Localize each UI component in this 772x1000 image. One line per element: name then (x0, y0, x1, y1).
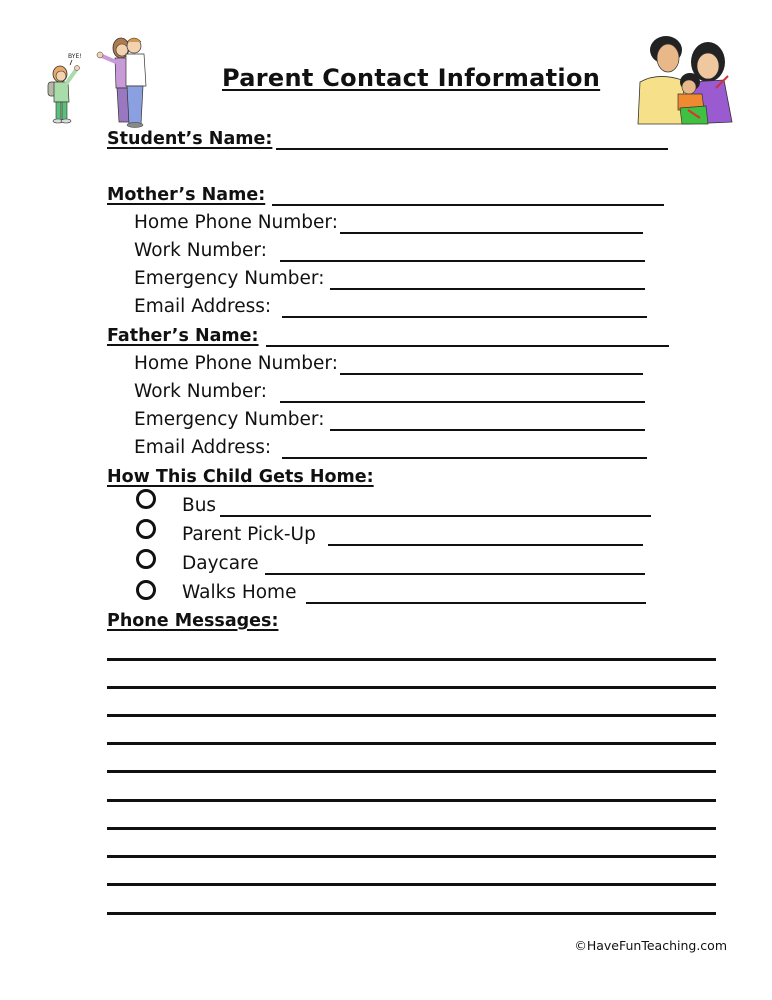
mother-home-phone-field[interactable] (340, 232, 643, 234)
clipart-parents-holding-child (628, 32, 738, 128)
message-line[interactable] (107, 686, 716, 689)
mother-name-label: Mother’s Name: (107, 185, 266, 205)
parent-pickup-radio[interactable] (136, 519, 156, 539)
bus-field[interactable] (220, 515, 651, 517)
page-title: Parent Contact Information (222, 64, 601, 92)
message-line[interactable] (107, 912, 716, 915)
father-email-label: Email Address: (134, 437, 272, 458)
message-line[interactable] (107, 770, 716, 773)
message-line[interactable] (107, 855, 716, 858)
father-work-number-field[interactable] (280, 401, 645, 403)
mother-email-field[interactable] (282, 316, 647, 318)
walks-home-field[interactable] (306, 602, 646, 604)
message-line[interactable] (107, 742, 716, 745)
mother-emergency-number-label: Emergency Number: (134, 268, 325, 289)
student-name-label: Student’s Name: (107, 129, 273, 149)
message-line[interactable] (107, 827, 716, 830)
gets-home-label: How This Child Gets Home: (107, 467, 374, 487)
father-emergency-number-field[interactable] (330, 429, 645, 431)
father-home-phone-field[interactable] (340, 373, 643, 375)
father-name-field[interactable] (266, 345, 669, 347)
mother-work-number-label: Work Number: (134, 240, 267, 261)
mother-name-field[interactable] (272, 204, 664, 206)
message-line[interactable] (107, 883, 716, 886)
father-email-field[interactable] (282, 457, 647, 459)
father-name-label: Father’s Name: (107, 326, 259, 346)
mother-work-number-field[interactable] (280, 260, 645, 262)
mother-emergency-number-field[interactable] (330, 288, 645, 290)
daycare-radio[interactable] (136, 549, 156, 569)
message-line[interactable] (107, 658, 716, 661)
bus-label: Bus (182, 495, 217, 516)
mother-home-phone-label: Home Phone Number: (134, 212, 338, 233)
walks-home-radio[interactable] (136, 580, 156, 600)
father-emergency-number-label: Emergency Number: (134, 409, 325, 430)
message-line[interactable] (107, 799, 716, 802)
parent-pickup-label: Parent Pick-Up (182, 524, 316, 545)
walks-home-label: Walks Home (182, 582, 297, 603)
father-work-number-label: Work Number: (134, 381, 267, 402)
daycare-field[interactable] (265, 573, 645, 575)
bus-radio[interactable] (136, 489, 156, 509)
copyright-footer: ©HaveFunTeaching.com (574, 938, 727, 953)
parent-pickup-field[interactable] (328, 544, 643, 546)
father-home-phone-label: Home Phone Number: (134, 353, 338, 374)
message-line[interactable] (107, 714, 716, 717)
svg-text:BYE!: BYE! (68, 53, 82, 60)
student-name-field[interactable] (276, 148, 668, 150)
clipart-child-waving-bye (42, 30, 157, 130)
phone-messages-label: Phone Messages: (107, 611, 279, 631)
daycare-label: Daycare (182, 553, 259, 574)
mother-email-label: Email Address: (134, 296, 272, 317)
